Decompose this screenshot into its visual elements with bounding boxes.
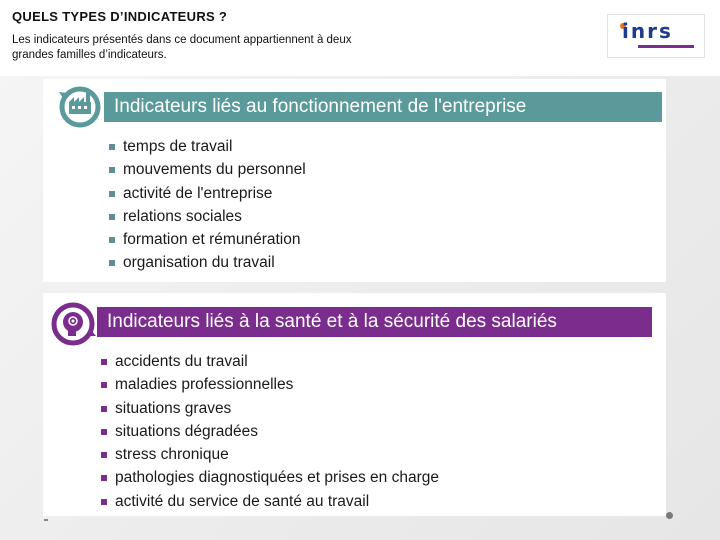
bullet-square-icon	[101, 382, 107, 388]
list-item-label: activité du service de santé au travail	[115, 492, 370, 510]
list-item-label: relations sociales	[123, 207, 242, 225]
list-item	[109, 158, 306, 181]
intro-line: Les indicateurs présentés dans ce document appartiennent à deux	[12, 34, 352, 46]
list-item-label: situations graves	[115, 399, 232, 417]
logo-tagline-bar	[638, 45, 694, 48]
list-item	[101, 373, 439, 396]
list-item	[101, 443, 439, 466]
bullet-square-icon	[101, 499, 107, 505]
section-panel-entreprise	[43, 79, 666, 282]
list-item-label: stress chronique	[115, 446, 229, 464]
list-item	[101, 397, 439, 420]
slide-dot	[666, 512, 673, 519]
indicator-list-sante	[101, 350, 439, 513]
bullet-square-icon	[101, 359, 107, 365]
bullet-square-icon	[101, 429, 107, 435]
list-item	[101, 466, 439, 489]
bullet-square-icon	[101, 475, 107, 481]
list-item-label: situations dégradées	[115, 422, 259, 440]
list-item-label: organisation du travail	[123, 254, 275, 272]
list-item	[101, 420, 439, 443]
section-panel-sante	[43, 293, 666, 516]
bullet-square-icon	[109, 214, 115, 220]
list-item-label: formation et rémunération	[123, 231, 301, 249]
head-cycle-icon	[49, 300, 97, 348]
list-item-label: pathologies diagnostiquées et prises en charge	[115, 469, 440, 487]
bullet-square-icon	[101, 452, 107, 458]
logo-text: inrs	[622, 19, 673, 43]
section-title-band: Indicateurs liés à la santé et à la sécurité des salariés	[97, 307, 652, 337]
bullet-square-icon	[109, 191, 115, 197]
slide-marker	[44, 519, 48, 521]
bullet-square-icon	[109, 260, 115, 266]
list-item	[101, 350, 439, 373]
bullet-square-icon	[101, 406, 107, 412]
intro-text	[12, 33, 412, 63]
list-item	[109, 228, 306, 251]
list-item-label: mouvements du personnel	[123, 161, 306, 179]
list-item	[109, 182, 306, 205]
list-item-label: accidents du travail	[115, 353, 248, 370]
section-title-band: Indicateurs liés au fonctionnement de l'entreprise	[104, 92, 662, 122]
page-title: QUELS TYPES D’INDICATEURS ?	[12, 9, 228, 24]
list-item-label: temps de travail	[123, 138, 233, 155]
list-item	[101, 490, 439, 513]
intro-line: grandes familles d’indicateurs.	[12, 49, 167, 61]
inrs-logo	[607, 14, 705, 58]
list-item	[109, 135, 306, 158]
bullet-square-icon	[109, 167, 115, 173]
list-item	[109, 251, 306, 274]
bullet-square-icon	[109, 237, 115, 243]
list-item-label: activité de l'entreprise	[123, 184, 273, 202]
list-item	[109, 205, 306, 228]
indicator-list-entreprise	[109, 135, 306, 275]
factory-cycle-icon	[57, 84, 103, 130]
list-item-label: maladies professionnelles	[115, 376, 294, 394]
header-area	[0, 0, 720, 76]
bullet-square-icon	[109, 144, 115, 150]
